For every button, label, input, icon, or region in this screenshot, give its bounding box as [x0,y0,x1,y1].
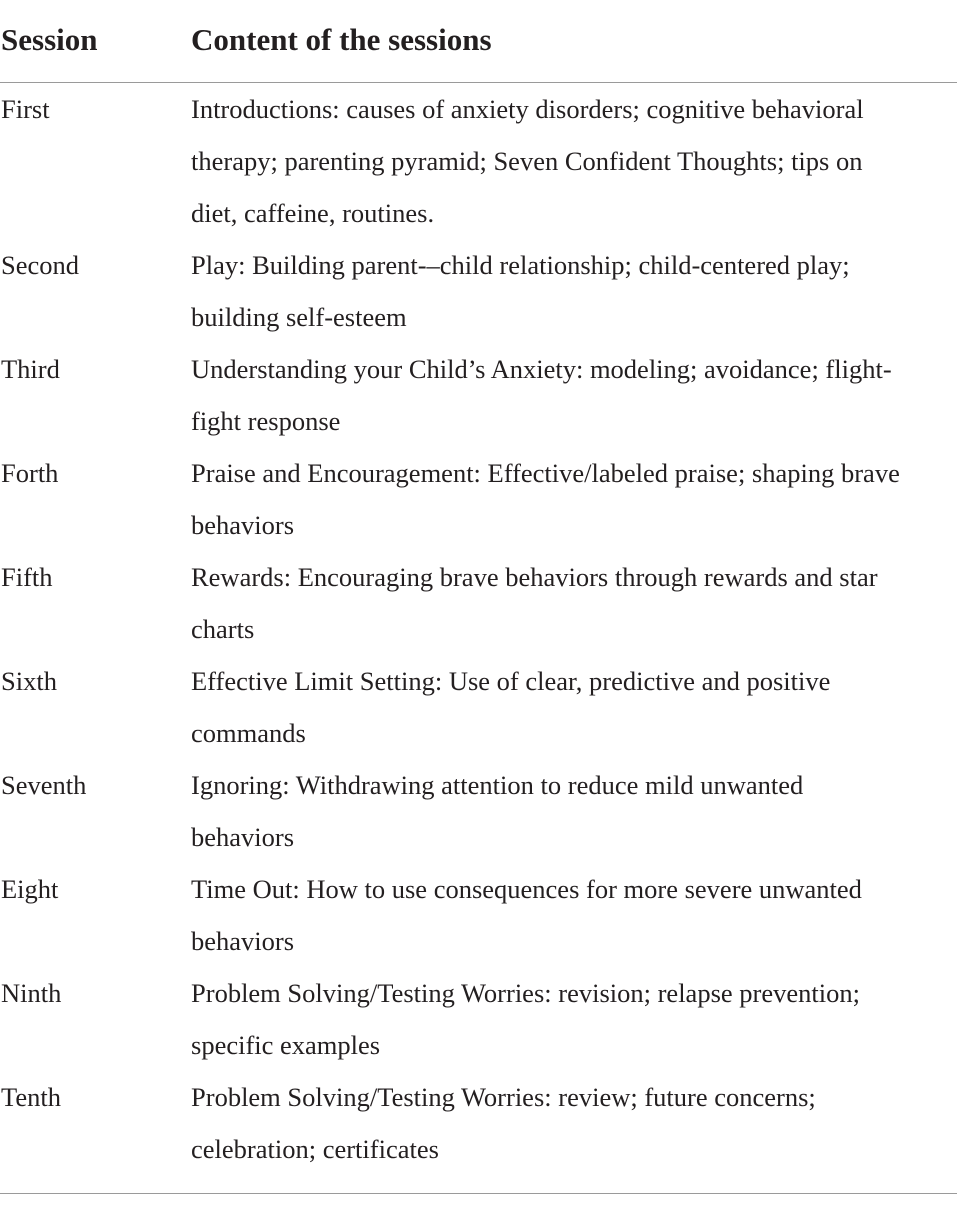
content-cell [191,655,957,759]
table-row [0,1071,957,1175]
content-line: Play: Building parent-–child relationship; child-centered play; [191,250,850,280]
session-cell: Second [1,250,80,280]
table-row [0,447,957,551]
content-line: Understanding your Child’s Anxiety: modeling; avoidance; flight- [191,354,892,384]
content-line: Ignoring: Withdrawing attention to reduce mild unwanted [191,770,804,800]
content-line: Rewards: Encouraging brave behaviors through rewards and star [191,562,878,592]
content-cell [191,447,957,551]
content-line: commands [191,718,306,748]
content-line: therapy; parenting pyramid; Seven Confident Thoughts; tips on [191,146,863,176]
content-cell [191,863,957,967]
table-row [0,83,957,239]
header-content: Content of the sessions [191,22,492,57]
content-cell [191,343,957,447]
session-cell: Forth [1,458,59,488]
content-cell [191,759,957,863]
table-row [0,239,957,343]
session-cell: Eight [1,874,59,904]
table-row [0,863,957,967]
content-line: fight response [191,406,341,436]
content-line: behaviors [191,510,295,540]
content-line: celebration; certificates [191,1134,439,1164]
session-cell: Sixth [1,666,57,696]
session-cell: First [1,94,50,124]
content-cell [191,83,957,239]
content-line: specific examples [191,1030,381,1060]
table-bottom-rule [0,1193,957,1194]
content-line: Time Out: How to use consequences for more severe unwanted [191,874,862,904]
content-line: Introductions: causes of anxiety disorders; cognitive behavioral [191,94,864,124]
content-cell [191,239,957,343]
session-cell: Ninth [1,978,62,1008]
content-line: behaviors [191,822,295,852]
session-cell: Fifth [1,562,53,592]
content-line: Praise and Encouragement: Effective/labeled praise; shaping brave [191,458,900,488]
content-line: Effective Limit Setting: Use of clear, predictive and positive [191,666,831,696]
content-line: Problem Solving/Testing Worries: review; future concerns; [191,1082,816,1112]
table-header [0,0,957,83]
content-cell [191,1071,957,1175]
content-cell [191,967,957,1071]
table-row [0,343,957,447]
table-row [0,759,957,863]
table-row [0,967,957,1071]
header-session: Session [1,22,98,57]
table-row [0,655,957,759]
content-line: diet, caffeine, routines. [191,198,435,228]
content-line: Problem Solving/Testing Worries: revision; relapse prevention; [191,978,860,1008]
session-cell: Seventh [1,770,87,800]
table-row [0,551,957,655]
session-cell: Tenth [1,1082,61,1112]
table-body [0,83,957,1175]
content-line: charts [191,614,255,644]
content-line: building self-esteem [191,302,407,332]
content-line: behaviors [191,926,295,956]
session-cell: Third [1,354,60,384]
content-cell [191,551,957,655]
